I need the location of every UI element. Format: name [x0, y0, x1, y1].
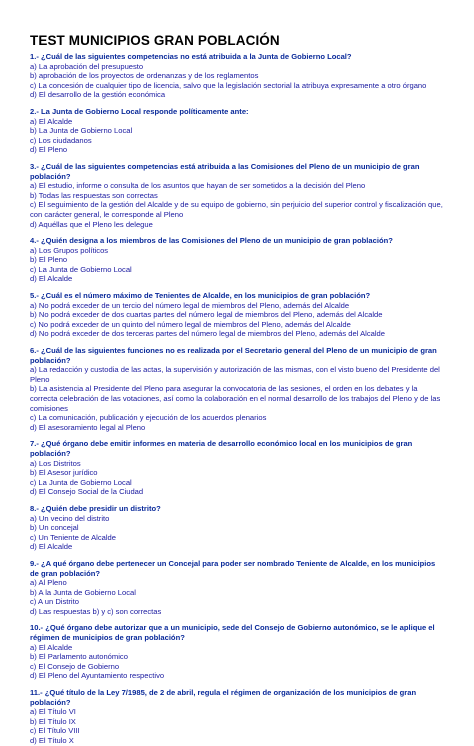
answer-option: d) El Título X — [30, 736, 74, 745]
answer-option: b) El Asesor jurídico — [30, 468, 98, 478]
answer-option: d) El Pleno del Ayuntamiento respectivo — [30, 671, 165, 681]
answer-option: b) aprobación de los proyectos de ordenanzas y de los reglamentos — [30, 71, 259, 81]
answer-option: c) Un Teniente de Alcalde — [30, 532, 116, 542]
answer-option: a) La aprobación del presupuesto — [30, 61, 144, 71]
answer-option: a) El Alcalde — [30, 642, 73, 652]
question-text: 7.- ¿Qué órgano debe emitir informes en materia de desarrollo económico local en los municipios de gran población? — [30, 439, 413, 458]
question-block — [30, 623, 444, 681]
answer-option: a) Un vecino del distrito — [30, 513, 110, 523]
answer-option: a) No podrá exceder de un tercio del número legal de miembros del Pleno, además del Alcalde — [30, 300, 350, 310]
question-list — [30, 52, 444, 746]
answer-option: d) El Consejo Social de la Ciudad — [30, 487, 144, 497]
answer-option: a) Al Pleno — [30, 578, 67, 588]
question-block — [30, 439, 444, 497]
question-block — [30, 688, 444, 746]
question-block — [30, 504, 444, 552]
question-text: 11.- ¿Qué título de la Ley 7/1985, de 2 de abril, regula el régimen de organización de los municipios de gran población? — [30, 688, 417, 707]
answer-option: d) No podrá exceder de dos terceras partes del número legal de miembros del Pleno, además del Alcalde — [30, 329, 385, 339]
question-text: 10.- ¿Qué órgano debe autorizar que a un municipio, sede del Consejo de Gobierno autonómico, se le aplique el régimen de municipios de gran población? — [30, 623, 435, 643]
answer-option: b) El Parlamento autonómico — [30, 652, 128, 662]
answer-option: b) La asistencia al Presidente del Pleno para asegurar la convocatoria de las sesiones, el orden en los debates y la correcta celebración de las votaciones, así como la colaboración en el normal desarrollo de los trabajos del Pleno y de las comisiones — [30, 384, 441, 413]
answer-option: a) Los Distritos — [30, 458, 81, 468]
question-block — [30, 107, 444, 155]
answer-option: c) La concesión de cualquier tipo de licencia, salvo que la legislación sectorial la atribuya expresamente a otro órgano — [30, 80, 427, 90]
answer-option: d) Aquéllas que el Pleno les delegue — [30, 219, 153, 229]
question-block — [30, 291, 444, 339]
answer-option: d) El Alcalde — [30, 542, 73, 552]
question-text: 2.- La Junta de Gobierno Local responde políticamente ante: — [30, 106, 249, 116]
question-block — [30, 162, 444, 229]
question-text: 4.- ¿Quién designa a los miembros de las Comisiones del Pleno de un municipio de gran población? — [30, 236, 393, 246]
answer-option: d) El Pleno — [30, 145, 68, 155]
answer-option: d) Las respuestas b) y c) son correctas — [30, 606, 162, 616]
answer-option: c) La comunicación, publicación y ejecución de los acuerdos plenarios — [30, 413, 267, 423]
answer-option: b) A la Junta de Gobierno Local — [30, 587, 136, 597]
answer-option: c) El Consejo de Gobierno — [30, 661, 120, 671]
question-text: 9.- ¿A qué órgano debe pertenecer un Concejal para poder ser nombrado Teniente de Alcalde, en los municipios de gran población? — [30, 558, 436, 578]
answer-option: a) El estudio, informe o consulta de los asuntos que hayan de ser sometidos a la decisión del Pleno — [30, 181, 366, 191]
answer-option: b) No podrá exceder de dos cuartas partes del número legal de miembros del Pleno, además del Alcalde — [30, 310, 383, 320]
answer-option: a) La redacción y custodia de las actas, la supervisión y autorización de las mismas, con el visto bueno del Presidente del Pleno — [30, 365, 440, 384]
answer-option: b) El Pleno — [30, 255, 68, 265]
answer-option: c) No podrá exceder de un quinto del número legal de miembros del Pleno, además del Alcalde — [30, 319, 351, 329]
question-block — [30, 559, 444, 617]
question-block — [30, 52, 444, 100]
answer-option: c) A un Distrito — [30, 597, 79, 607]
question-text: 8.- ¿Quién debe presidir un distrito? — [30, 503, 161, 513]
answer-option: b) La Junta de Gobierno Local — [30, 126, 133, 136]
answer-option: a) El Título VI — [30, 707, 76, 717]
question-text: 6.- ¿Cuál de las siguientes funciones no es realizada por el Secretario general del Pleno de un municipio de gran población? — [30, 346, 437, 365]
answer-option: c) Los ciudadanos — [30, 135, 92, 145]
answer-option: c) La Junta de Gobierno Local — [30, 264, 132, 274]
answer-option: c) La Junta de Gobierno Local — [30, 477, 132, 487]
question-text: 1.- ¿Cuál de las siguientes competencias no está atribuida a la Junta de Gobierno Local? — [30, 52, 352, 61]
question-text: 3.- ¿Cuál de las siguientes competencias está atribuida a las Comisiones del Pleno de un municipio de gran población? — [30, 161, 420, 181]
answer-option: b) El Título IX — [30, 716, 76, 726]
answer-option: c) El seguimiento de la gestión del Alcalde y de su equipo de gobierno, sin perjuicio del superior control y fiscalización que, con carácter general, le corresponde al Pleno — [30, 200, 443, 219]
answer-option: d) El asesoramiento legal al Pleno — [30, 422, 146, 432]
question-block — [30, 236, 444, 284]
answer-option: a) El Alcalde — [30, 116, 73, 126]
question-block — [30, 346, 444, 432]
answer-option: c) El Título VIII — [30, 726, 80, 736]
answer-option: d) El desarrollo de la gestión económica — [30, 90, 166, 100]
answer-option: b) Todas las respuestas son correctas — [30, 190, 158, 200]
page-title: TEST MUNICIPIOS GRAN POBLACIÓN — [30, 33, 280, 48]
answer-option: b) Un concejal — [30, 523, 79, 533]
answer-option: d) El Alcalde — [30, 274, 73, 284]
question-text: 5.- ¿Cuál es el número máximo de Tenientes de Alcalde, en los municipios de gran población? — [30, 291, 371, 301]
answer-option: a) Los Grupos políticos — [30, 245, 109, 255]
